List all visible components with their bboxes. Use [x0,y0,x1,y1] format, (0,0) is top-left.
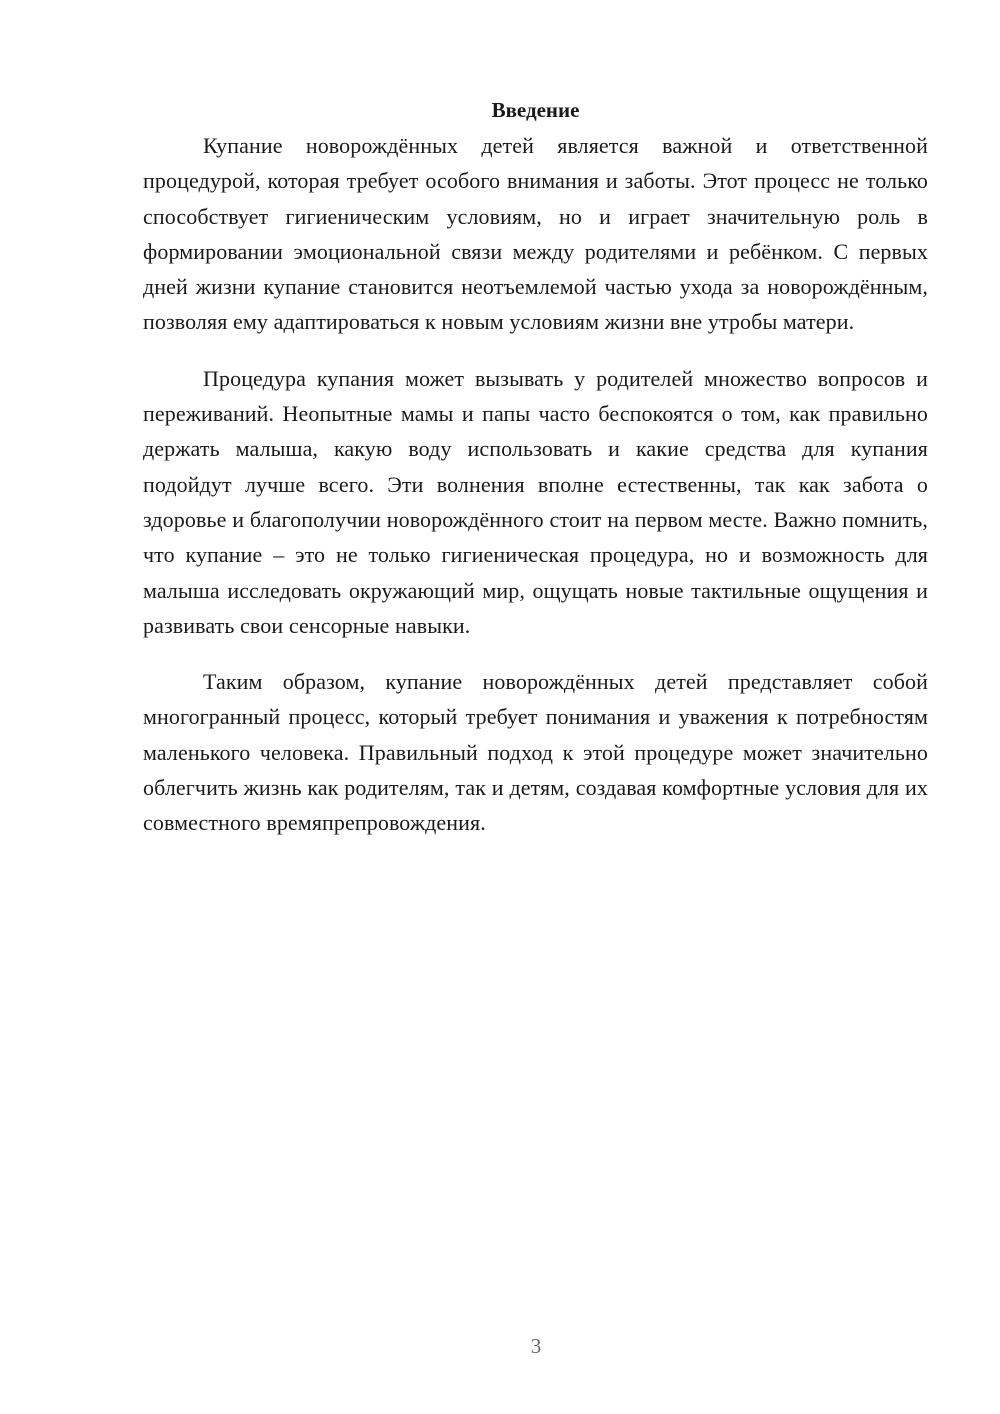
paragraph-2: Процедура купания может вызывать у родителей множество вопросов и переживаний. Неопытные мамы и папы часто беспокоятся о том, как правильно держать малыша, какую воду использовать и какие средства для купания подойдут лучше всего. Эти волнения вполне естественны, так как забота о здоровье и благополучии новорождённого стоит на первом месте. Важно помнить, что купание – это не только гигиеническая процедура, но и возможность для малыша исследовать окружающий мир, ощущать новые тактильные ощущения и развивать свои сенсорные навыки. [143,365,928,638]
page-number: 3 [530,1334,542,1358]
paragraph-1: Купание новорождённых детей является важной и ответственной процедурой, которая требует особого внимания и заботы. Этот процесс не только способствует гигиеническим условиям, но и играет значительную роль в формировании эмоциональной связи между родителями и ребёнком. С первых дней жизни купание становится неотъемлемой частью ухода за новорождённым, позволяя ему адаптироваться к новым условиям жизни вне утробы матери. [143,133,928,335]
section-title: Введение [491,98,580,122]
paragraph-3: Таким образом, купание новорождённых детей представляет собой многогранный процесс, который требует понимания и уважения к потребностям маленького человека. Правильный подход к этой процедуре может значительно облегчить жизнь как родителям, так и детям, создавая комфортные условия для их совместного времяпрепровождения. [143,669,928,836]
document-body [143,92,928,841]
